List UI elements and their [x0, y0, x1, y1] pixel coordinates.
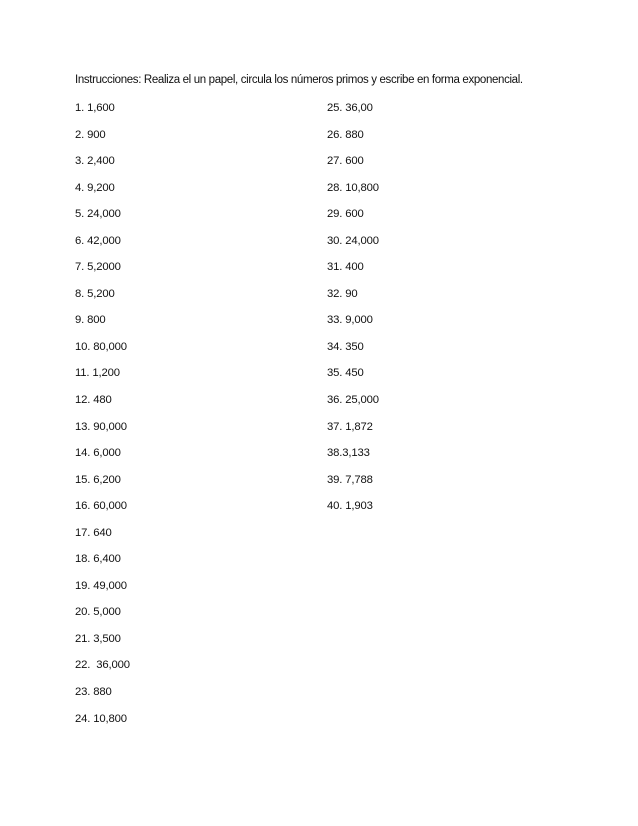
exercise-item: 28. 10,800	[327, 181, 379, 194]
exercise-item: 5. 24,000	[75, 208, 121, 221]
exercise-item: 6. 42,000	[75, 234, 121, 247]
exercise-item: 37. 1,872	[327, 420, 373, 433]
exercise-item: 12. 480	[75, 394, 112, 407]
left-exercise-list	[75, 101, 130, 738]
exercise-item: 10. 80,000	[75, 340, 127, 353]
exercise-item: 13. 90,000	[75, 420, 127, 433]
exercise-item: 16. 60,000	[75, 500, 127, 513]
exercise-item: 29. 600	[327, 208, 364, 221]
exercise-item: 20. 5,000	[75, 606, 121, 619]
exercise-item: 33. 9,000	[327, 314, 373, 327]
exercise-item: 17. 640	[75, 526, 112, 539]
exercise-item: 39. 7,788	[327, 473, 373, 486]
exercise-item: 31. 400	[327, 261, 364, 274]
exercise-item: 11. 1,200	[75, 367, 120, 380]
exercise-item: 21. 3,500	[75, 632, 121, 645]
exercise-item: 34. 350	[327, 340, 364, 353]
exercise-item: 35. 450	[327, 367, 364, 380]
exercise-item: 25. 36,00	[327, 102, 373, 114]
exercise-item: 1. 1,600	[75, 102, 115, 114]
exercise-item: 40. 1,903	[327, 500, 373, 513]
exercise-item: 26. 880	[327, 128, 364, 141]
exercise-item: 18. 6,400	[75, 553, 121, 566]
exercise-item: 22. 36,000	[75, 659, 130, 672]
exercise-item: 4. 9,200	[75, 181, 115, 194]
exercise-item: 7. 5,2000	[75, 261, 121, 274]
exercise-item: 36. 25,000	[327, 394, 379, 407]
exercise-item: 3. 2,400	[75, 155, 115, 168]
exercise-item: 24. 10,800	[75, 712, 127, 725]
right-exercise-list	[327, 101, 379, 526]
instructions-text: Instrucciones: Realiza el un papel, circula los números primos y escribe en forma exponencial.	[75, 74, 523, 86]
exercise-item: 32. 90	[327, 287, 358, 300]
exercise-item: 14. 6,000	[75, 447, 121, 460]
exercise-item: 27. 600	[327, 155, 364, 168]
exercise-item: 23. 880	[75, 686, 112, 699]
exercise-item: 38.3,133	[327, 447, 370, 460]
exercise-item: 15. 6,200	[75, 473, 121, 486]
exercise-item: 19. 49,000	[75, 579, 127, 592]
exercise-item: 30. 24,000	[327, 234, 379, 247]
exercise-item: 9. 800	[75, 314, 106, 327]
exercise-item: 2. 900	[75, 128, 106, 141]
exercise-item: 8. 5,200	[75, 287, 115, 300]
